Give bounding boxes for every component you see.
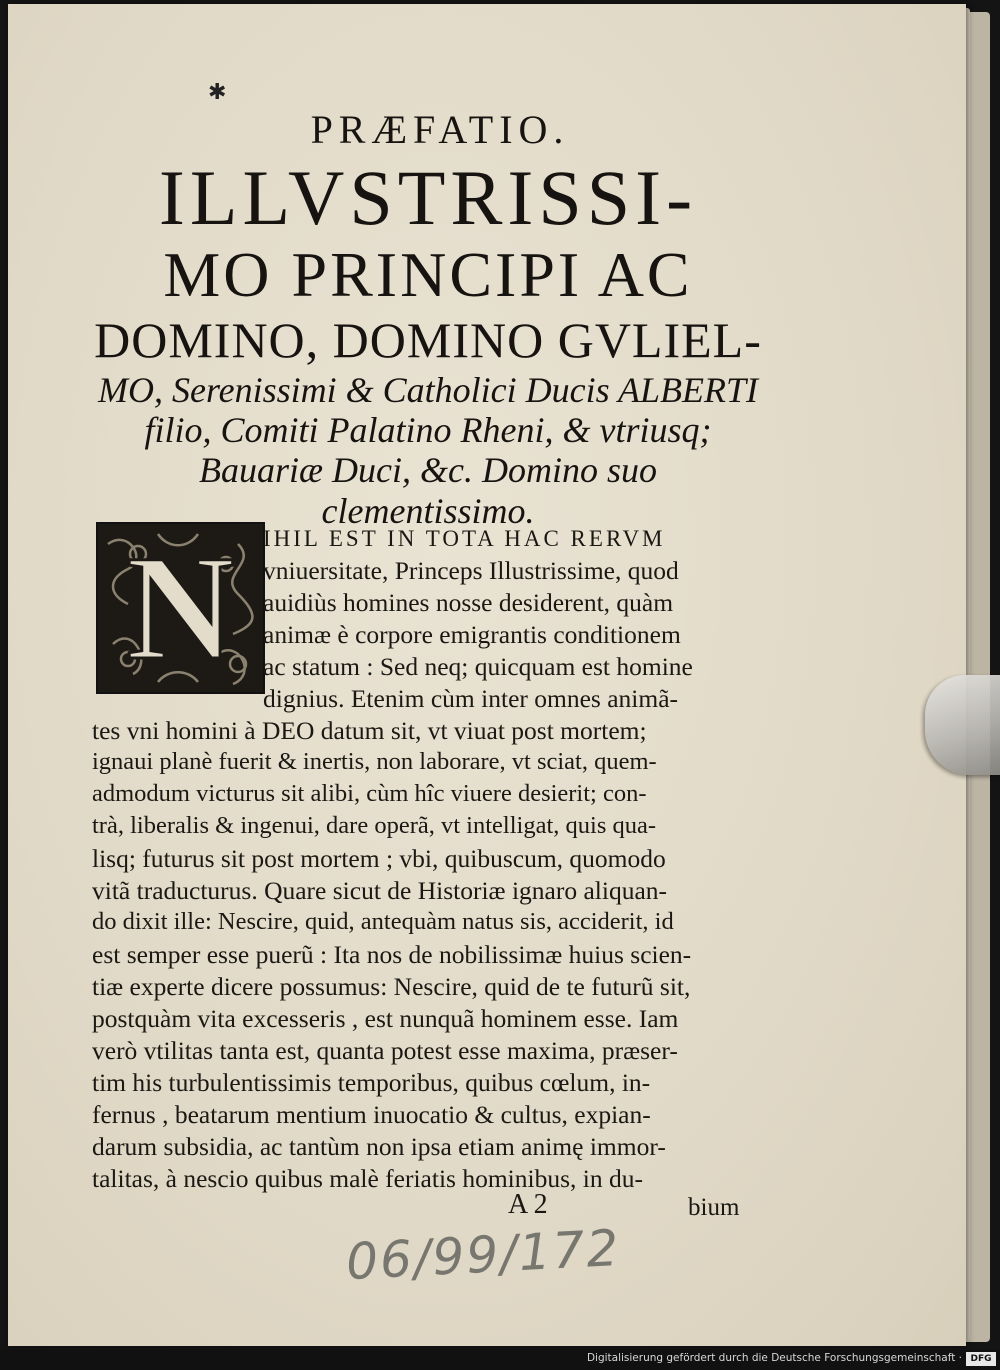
praefatio-heading: PRÆFATIO. <box>310 107 570 152</box>
body-line-11: lisq; futurus sit post mortem ; vbi, quibuscum, quomodo <box>92 844 666 873</box>
body-line-5: ac statum : Sed neq; quicquam est homine <box>263 652 693 681</box>
catchword: bium <box>688 1194 740 1221</box>
title-line-5: filio, Comiti Palatino Rheni, & vtriusq; <box>144 410 712 450</box>
body-line-19: fernus , beatarum mentium inuocatio & cultus, expian- <box>92 1100 651 1129</box>
body-line-4: animæ è corpore emigrantis conditionem <box>263 620 681 649</box>
title-line-3: DOMINO, DOMINO GVLIEL- <box>94 312 762 368</box>
body-line-20: darum subsidia, ac tantùm non ipsa etiam animę immor- <box>92 1132 666 1161</box>
body-line-15: tiæ experte dicere possumus: Nescire, quid de te futurũ sit, <box>92 972 691 1001</box>
body-line-16: postquàm vita excesseris , est nunquã hominem esse. Iam <box>92 1004 679 1033</box>
title-block <box>88 104 768 532</box>
title-line-6: Bauariæ Duci, &c. Domino suo <box>199 450 657 490</box>
body-line-12: vitã traducturus. Quare sicut de Historiæ ignaro aliquan- <box>92 876 668 905</box>
body-line-18: tim his turbulentissimis temporibus, quibus cœlum, in- <box>92 1068 651 1097</box>
body-line-7: tes vni homini à DEO datum sit, vt viuat post mortem; <box>92 716 647 745</box>
title-line-4: MO, Serenissimi & Catholici Ducis ALBERTI <box>98 370 758 410</box>
funding-credit: Digitalisierung gefördert durch die Deutsche Forschungsgemeinschaft · <box>586 1352 962 1364</box>
body-line-2: vniuersitate, Princeps Illustrissime, quod <box>263 556 679 585</box>
body-line-6: dignius. Etenim cùm inter omnes animã- <box>263 684 678 713</box>
drop-cap-initial <box>96 522 265 694</box>
body-line-13: do dixit ille: Nescire, quid, antequàm natus sis, acciderit, id <box>92 908 674 935</box>
body-line-8: ignaui planè fuerit & inertis, non laborare, vt sciat, quem- <box>92 748 657 775</box>
footer-bar <box>0 1350 1000 1370</box>
asterisk-ornament: ✱ <box>208 80 227 105</box>
dfg-logo: DFG <box>966 1352 996 1366</box>
handwritten-shelfmark: 06/99/172 <box>344 1218 622 1292</box>
body-line-21: talitas, à nescio quibus malè feriatis hominibus, in du- <box>92 1164 643 1193</box>
body-line-17: verò vtilitas tanta est, quanta potest esse maxima, præser- <box>92 1036 678 1065</box>
plastic-clip <box>925 675 1000 775</box>
title-line-2: MO PRINCIPI AC <box>163 239 693 310</box>
book-page <box>8 4 966 1346</box>
body-line-1: IHIL EST IN TOTA HAC RERVM <box>263 526 666 551</box>
body-line-9: admodum victurus sit alibi, cùm hîc viuere desierit; con- <box>92 780 647 807</box>
drop-cap-letter: N <box>126 525 235 691</box>
signature-mark: A 2 <box>508 1189 548 1220</box>
title-line-7: clementissimo. <box>321 491 535 531</box>
body-line-14: est semper esse puerũ : Ita nos de nobilissimæ huius scien- <box>92 940 692 969</box>
title-line-1: ILLVSTRISSI- <box>158 154 698 241</box>
body-line-10: trà, liberalis & ingenui, dare operã, vt intelligat, quis qua- <box>92 812 657 839</box>
body-line-3: auidiùs homines nosse desiderent, quàm <box>263 588 674 617</box>
